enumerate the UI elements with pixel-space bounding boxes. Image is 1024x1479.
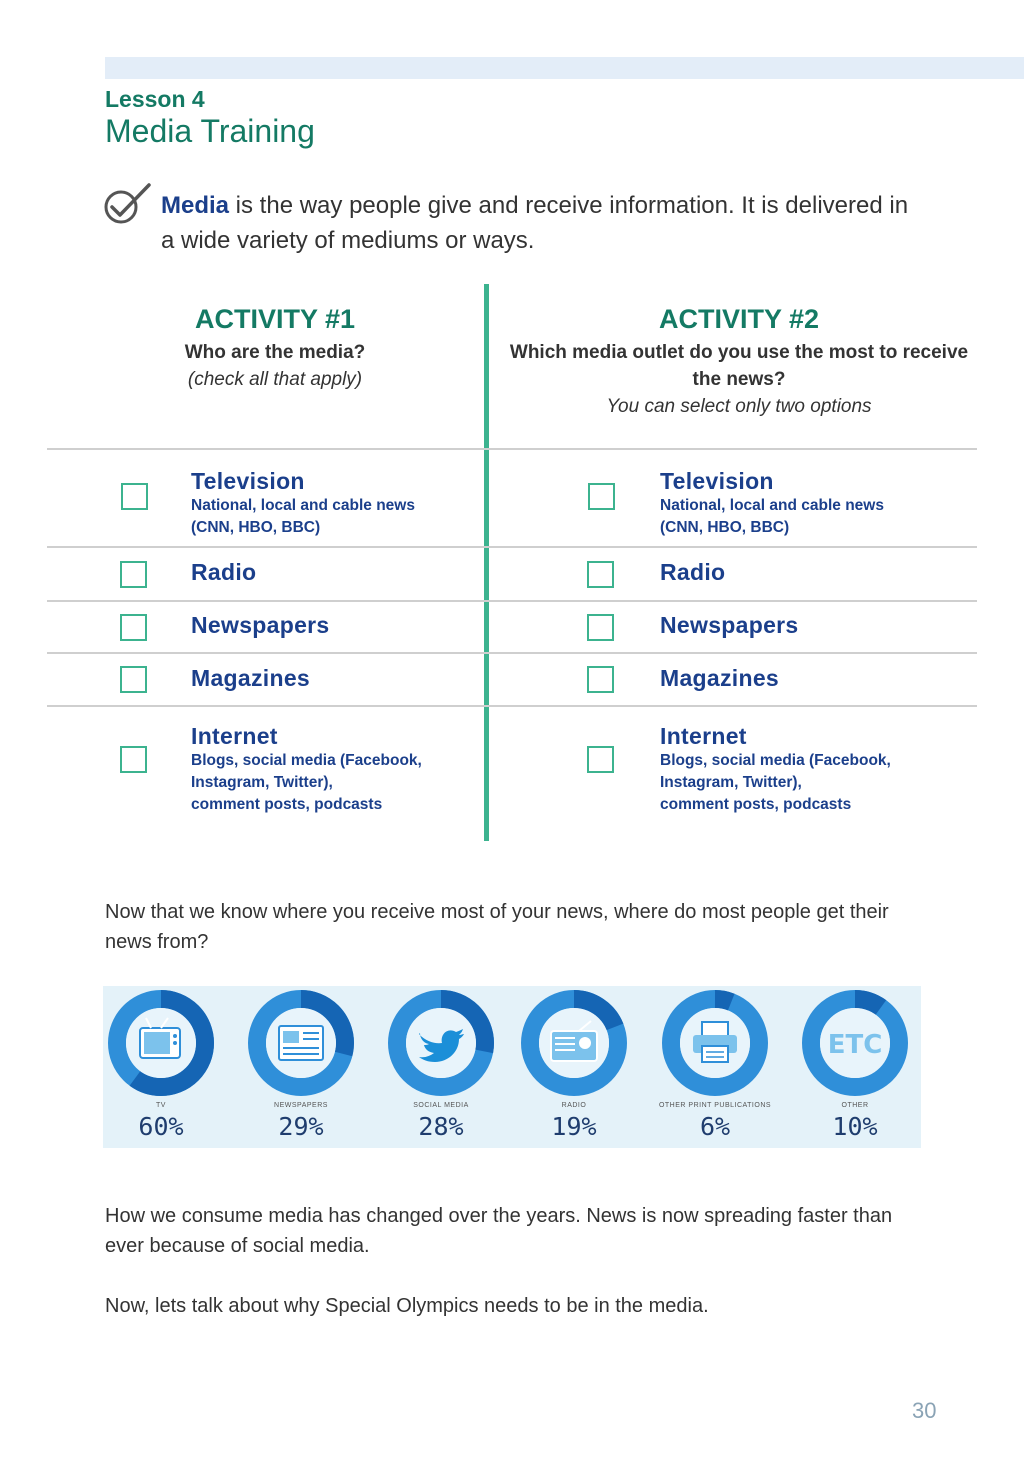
- page-title: Media Training: [105, 113, 315, 149]
- activity2-option-television: [660, 467, 884, 539]
- activity2-television-checkbox[interactable]: [588, 483, 615, 510]
- other-print-ring: [660, 988, 770, 1098]
- media-change-paragraph: How we consume media has changed over the years. News is now spreading faster than ever because of social media.: [105, 1205, 893, 1257]
- activity2-option-newspapers: [660, 611, 799, 639]
- intro-paragraph: [161, 188, 921, 258]
- activity1-magazines-checkbox[interactable]: [120, 666, 147, 693]
- option-label: Magazines: [191, 665, 311, 691]
- option-label: Radio: [191, 559, 257, 585]
- stat-percent: 10%: [832, 1112, 878, 1141]
- option-sub: National, local and cable news: [191, 497, 415, 514]
- activity1-option-magazines: [191, 664, 310, 692]
- activity1-option-newspapers: [191, 611, 330, 639]
- checkmark-icon: [102, 182, 152, 226]
- stat-label: TV: [156, 1102, 166, 1109]
- tv-ring: [106, 988, 216, 1098]
- news-question-paragraph: Now that we know where you receive most of your news, where do most people get their news from?: [105, 901, 889, 953]
- stat-label: NEWSPAPERS: [274, 1102, 328, 1109]
- option-label: Newspapers: [660, 612, 799, 638]
- option-label: Internet: [191, 723, 278, 749]
- activity1-newspapers-checkbox[interactable]: [120, 614, 147, 641]
- column-divider: [484, 284, 489, 841]
- activity2-option-internet: [660, 722, 891, 816]
- top-band: [105, 57, 1024, 79]
- activity2-question: Which media outlet do you use the most to receive the news?: [509, 342, 969, 390]
- option-sub: Blogs, social media (Facebook,: [660, 752, 891, 769]
- row-divider: [47, 600, 977, 602]
- stat-percent: 29%: [278, 1112, 324, 1141]
- option-label: Internet: [660, 723, 747, 749]
- newspaper-icon: [279, 1026, 323, 1060]
- activity2-magazines-checkbox[interactable]: [587, 666, 614, 693]
- activity1-option-television: [191, 467, 415, 539]
- stat-percent: 60%: [138, 1112, 184, 1141]
- stat-newspapers: [246, 988, 356, 1141]
- activity2-option-magazines: [660, 664, 779, 692]
- row-divider: [47, 652, 977, 654]
- stat-percent: 6%: [699, 1112, 731, 1141]
- page-number: 30: [912, 1398, 937, 1423]
- activity1-television-checkbox[interactable]: [121, 483, 148, 510]
- activity1-question: Who are the media?: [184, 342, 366, 363]
- option-sub: National, local and cable news: [660, 497, 884, 514]
- activity1-radio-checkbox[interactable]: [120, 561, 147, 588]
- other-ring: [800, 988, 910, 1098]
- row-divider: [47, 546, 977, 548]
- option-label: Newspapers: [191, 612, 330, 638]
- stat-label: OTHER: [841, 1102, 869, 1109]
- special-olympics-paragraph: Now, lets talk about why Special Olympics needs to be in the media.: [105, 1295, 709, 1317]
- activity2-heading: ACTIVITY #2: [658, 304, 820, 334]
- option-sub: Instagram, Twitter),: [191, 774, 333, 791]
- stat-label: SOCIAL MEDIA: [413, 1102, 469, 1109]
- option-sub: (CNN, HBO, BBC): [660, 519, 790, 536]
- stat-label: RADIO: [561, 1102, 587, 1109]
- intro-keyword: Media: [161, 192, 230, 219]
- intro-text: is the way people give and receive information. It is delivered in a wide variety of mediums or ways.: [161, 192, 909, 254]
- stat-other: [800, 988, 910, 1141]
- option-sub: Blogs, social media (Facebook,: [191, 752, 422, 769]
- row-divider: [47, 705, 977, 707]
- activity1-note: (check all that apply): [187, 369, 363, 390]
- option-label: Magazines: [660, 665, 780, 691]
- etc-icon: ETC: [827, 1030, 883, 1060]
- activity2-header: [500, 303, 978, 421]
- stat-percent: 19%: [551, 1112, 597, 1141]
- activity2-radio-checkbox[interactable]: [587, 561, 614, 588]
- option-label: Television: [191, 468, 305, 494]
- activity1-internet-checkbox[interactable]: [120, 746, 147, 773]
- stat-radio: [519, 988, 629, 1141]
- stat-social-media: [386, 988, 496, 1141]
- social-media-ring: [386, 988, 496, 1098]
- activity1-option-radio: [191, 558, 256, 586]
- option-label: Television: [660, 468, 774, 494]
- activity1-option-internet: [191, 722, 422, 816]
- row-divider: [47, 448, 977, 450]
- lesson-number: Lesson 4: [105, 86, 205, 112]
- news-sources-infographic: [103, 986, 921, 1148]
- option-sub: comment posts, podcasts: [191, 796, 383, 813]
- stat-tv: [106, 988, 216, 1141]
- option-sub: Instagram, Twitter),: [660, 774, 802, 791]
- stat-label: OTHER PRINT PUBLICATIONS: [658, 1102, 772, 1109]
- activity2-internet-checkbox[interactable]: [587, 746, 614, 773]
- activity2-newspapers-checkbox[interactable]: [587, 614, 614, 641]
- stat-other-print: [650, 988, 780, 1141]
- activity1-header: [80, 303, 470, 394]
- radio-ring: [519, 988, 629, 1098]
- activity2-option-radio: [660, 558, 725, 586]
- activity2-note: You can select only two options: [606, 396, 872, 417]
- stat-percent: 28%: [418, 1112, 464, 1141]
- activity1-heading: ACTIVITY #1: [194, 304, 356, 334]
- newspapers-ring: [246, 988, 356, 1098]
- option-sub: comment posts, podcasts: [660, 796, 852, 813]
- option-sub: (CNN, HBO, BBC): [191, 519, 321, 536]
- option-label: Radio: [660, 559, 726, 585]
